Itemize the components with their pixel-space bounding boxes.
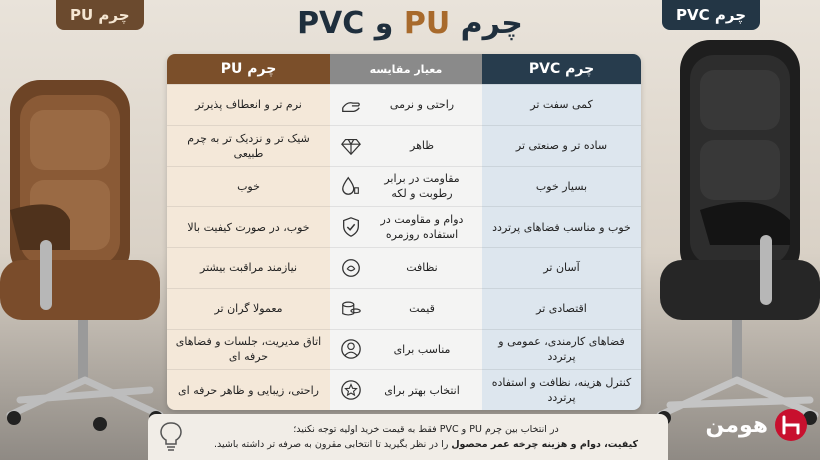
shield-check-icon: [340, 216, 362, 238]
pu-column-header: چرم PU: [167, 54, 330, 84]
pu-cell: شیک تر و نزدیک تر به چرم طبیعی: [167, 125, 330, 166]
tip-line-2: [194, 437, 658, 452]
lightbulb-icon: [158, 420, 184, 454]
tip-note: [148, 414, 668, 460]
criteria-label: مقاومت در برابر رطوبت و لکه: [384, 172, 460, 201]
page-title: [0, 4, 820, 44]
tip-text: [194, 422, 658, 452]
title-part1: چرم: [450, 6, 523, 41]
criteria-label: دوام و مقاومت در استفاده روزمره: [380, 213, 464, 242]
pu-corner-badge: چرم PU: [56, 0, 144, 30]
pvc-cell: ساده تر و صنعتی تر: [482, 125, 641, 166]
criteria-cell: [330, 125, 482, 166]
title-pu: PU: [403, 6, 451, 41]
coins-icon: [340, 298, 362, 320]
criteria-cell: [330, 206, 482, 247]
pvc-cell: بسیار خوب: [482, 166, 641, 207]
tip-line-1: در انتخاب بین چرم PU و PVC فقط به قیمت خرید اولیه توجه نکنید؛: [293, 424, 559, 435]
criteria-label: ظاهر: [410, 139, 434, 153]
brand-logo: [706, 408, 808, 442]
pu-cell: نرم تر و انعطاف پذیرتر: [167, 84, 330, 125]
hand-icon: [340, 94, 362, 116]
pu-cell: اتاق مدیریت، جلسات و فضاهای حرفه ای: [167, 329, 330, 370]
pvc-column-header: چرم PVC: [482, 54, 641, 84]
tip-line-2-bold: کیفیت، دوام و هزینه چرخه عمر محصول: [451, 439, 638, 450]
criteria-label: انتخاب بهتر برای: [384, 383, 460, 397]
pvc-cell: کنترل هزینه، نظافت و استفاده پرتردد: [482, 369, 641, 410]
pu-cell: راحتی، زیبایی و ظاهر حرفه ای: [167, 369, 330, 410]
criteria-label: نظافت: [406, 261, 438, 275]
criteria-cell: [330, 329, 482, 370]
black-pvc-chair-image: [640, 20, 820, 440]
pvc-cell: خوب و مناسب فضاهای پرتردد: [482, 206, 641, 247]
pu-cell: معمولا گران تر: [167, 288, 330, 329]
user-icon: [340, 338, 362, 360]
cleaning-icon: [340, 257, 362, 279]
pvc-cell: کمی سفت تر: [482, 84, 641, 125]
criteria-column-header: معیار مقایسه: [330, 54, 482, 84]
criteria-cell: [330, 166, 482, 207]
criteria-label: قیمت: [409, 302, 435, 316]
star-icon: [340, 379, 362, 401]
criteria-column: [330, 54, 482, 410]
pu-column: [167, 54, 330, 410]
pvc-corner-badge: چرم PVC: [662, 0, 760, 30]
pu-cell: خوب: [167, 166, 330, 207]
title-part2: و: [364, 6, 404, 41]
brown-pu-chair-image: [0, 20, 180, 440]
houman-logo-icon: [774, 408, 808, 442]
title-pvc: PVC: [297, 6, 365, 41]
criteria-cell: [330, 84, 482, 125]
pvc-column: [482, 54, 641, 410]
criteria-cell: [330, 288, 482, 329]
diamond-icon: [340, 135, 362, 157]
pvc-cell: آسان تر: [482, 247, 641, 288]
comparison-table: [167, 54, 641, 410]
pu-cell: نیازمند مراقبت بیشتر: [167, 247, 330, 288]
brand-wordmark: هومن: [705, 412, 768, 438]
pvc-cell: فضاهای کارمندی، عمومی و پرتردد: [482, 329, 641, 370]
tip-line-2-rest: را در نظر بگیرید تا انتخابی مقرون به صرفه تر داشته باشید.: [214, 439, 452, 450]
criteria-label: مناسب برای: [393, 342, 451, 356]
pu-cell: خوب، در صورت کیفیت بالا: [167, 206, 330, 247]
criteria-cell: [330, 247, 482, 288]
pvc-cell: اقتصادی تر: [482, 288, 641, 329]
criteria-cell: [330, 369, 482, 410]
criteria-label: راحتی و نرمی: [389, 98, 455, 112]
water-drop-icon: [340, 175, 362, 197]
